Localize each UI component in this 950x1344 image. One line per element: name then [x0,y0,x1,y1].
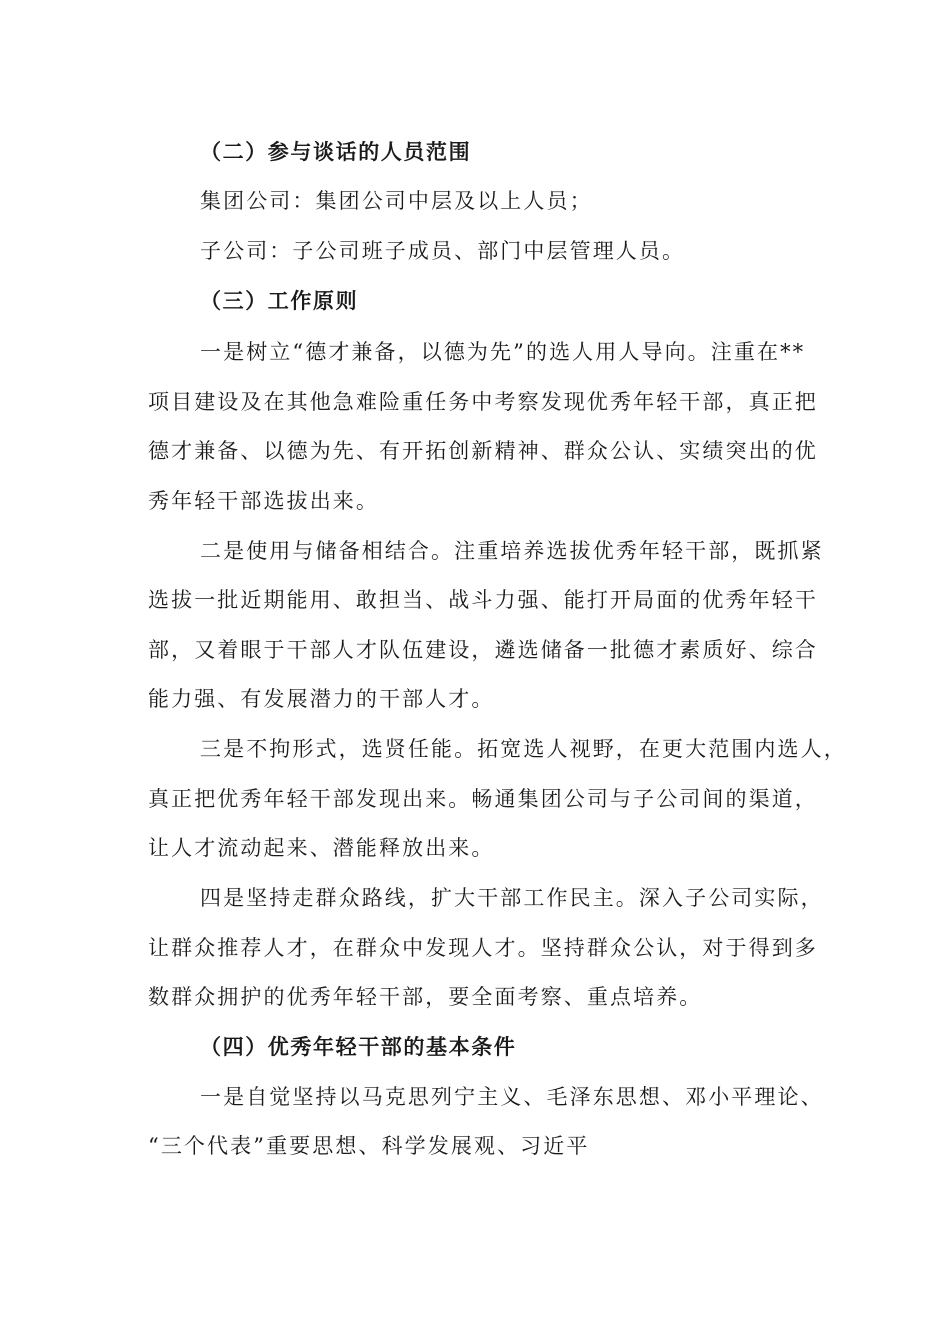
paragraph-line: 四是坚持走群众路线，扩大干部工作民主。深入子公司实际， [200,886,824,910]
paragraph-line: 让群众推荐人才，在群众中发现人才。坚持群众公认，对于得到多 [148,936,818,960]
section-heading-2: （二）参与谈话的人员范围 [200,139,472,164]
paragraph-line: 一是自觉坚持以马克思列宁主义、毛泽东思想、邓小平理论、 [200,1085,824,1109]
paragraph-line: 三是不拘形式，选贤任能。拓宽选人视野，在更大范围内选人， [200,737,847,761]
paragraph-line: 二是使用与储备相结合。注重培养选拔优秀年轻干部，既抓紧 [200,539,824,563]
section-heading-3: （三）工作原则 [200,288,359,313]
paragraph-line: 能力强、有发展潜力的干部人才。 [148,687,495,711]
paragraph-line: 一是树立“德才兼备，以德为先”的选人用人导向。注重在** [200,340,806,364]
paragraph-line: 集团公司：集团公司中层及以上人员； [200,189,593,213]
paragraph-line: 项目建设及在其他急难险重任务中考察发现优秀年轻干部，真正把 [148,390,818,414]
paragraph-line: 真正把优秀年轻干部发现出来。畅通集团公司与子公司间的渠道， [148,787,818,811]
paragraph-line: 让人才流动起来、潜能释放出来。 [148,836,495,860]
paragraph-line: 子公司：子公司班子成员、部门中层管理人员。 [200,239,686,263]
paragraph-line: “三个代表”重要思想、科学发展观、习近平 [148,1134,590,1158]
paragraph-line: 德才兼备、以德为先、有开拓创新精神、群众公认、实绩突出的优 [148,439,818,463]
paragraph-line: 数群众拥护的优秀年轻干部，要全面考察、重点培养。 [148,985,703,1009]
paragraph-line: 秀年轻干部选拔出来。 [148,489,379,513]
section-heading-4: （四）优秀年轻干部的基本条件 [200,1034,517,1059]
paragraph-line: 部，又着眼于干部人才队伍建设，遴选储备一批德才素质好、综合 [148,638,818,662]
paragraph-line: 选拔一批近期能用、敢担当、战斗力强、能打开局面的优秀年轻干 [148,588,818,612]
